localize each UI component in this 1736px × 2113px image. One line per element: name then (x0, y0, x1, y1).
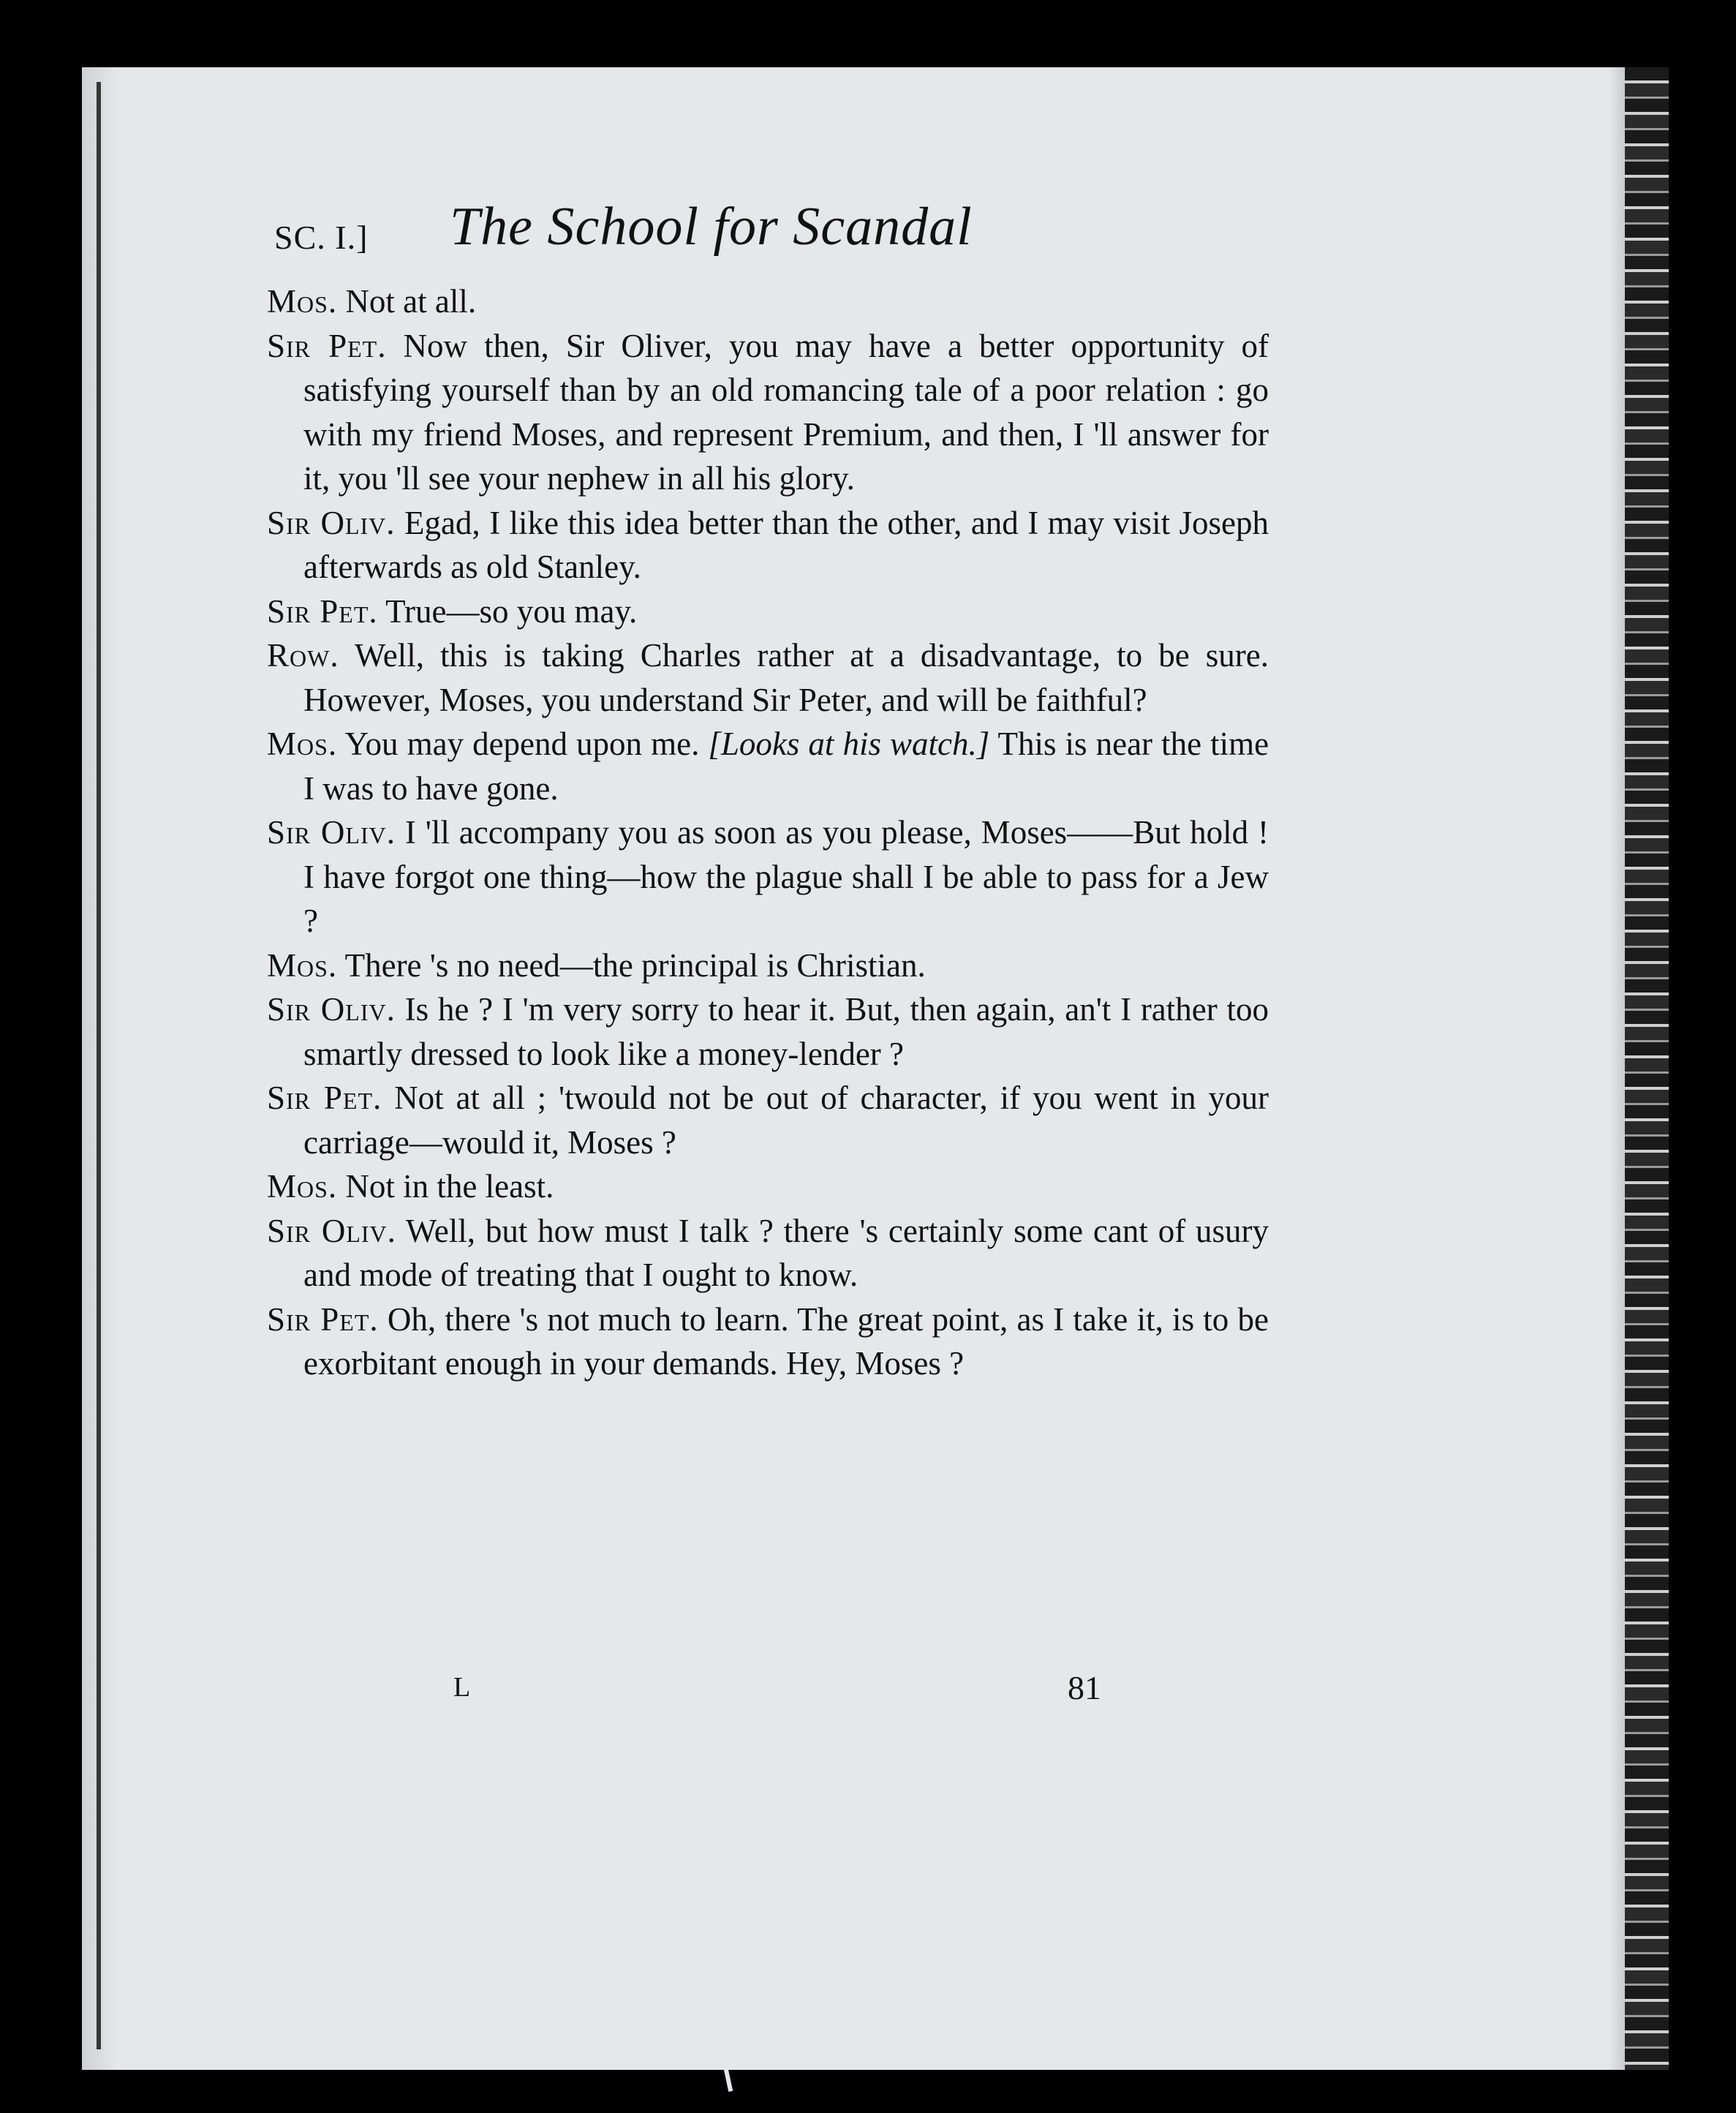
speech (267, 722, 1269, 810)
speech (267, 1297, 1269, 1386)
speech-text: There 's no need—the principal is Christian. (344, 946, 926, 984)
speaker-name: Sir Pet. (267, 327, 387, 364)
speech-text: Not in the least. (345, 1168, 554, 1205)
speaker-name: Sir Oliv. (267, 504, 396, 541)
speech-text: Egad, I like this idea better than the other, and I may visit Joseph afterwards as old Stanley. (303, 504, 1269, 585)
page-footer (373, 1671, 1177, 1715)
page-fore-edge (1625, 67, 1669, 2070)
speech (267, 590, 1269, 634)
speaker-name: Sir Oliv. (267, 1212, 396, 1249)
speech-text: Is he ? I 'm very sorry to hear it. But, then again, an't I rather too smartly dressed to look like a money-lender ? (303, 991, 1269, 1072)
speech (267, 987, 1269, 1076)
speech (267, 1076, 1269, 1164)
scene-reference: SC. I.] (274, 219, 369, 256)
signature-mark: L (453, 1672, 472, 1703)
speech-text: I 'll accompany you as soon as you please, Moses——But hold ! I have forgot one thing—how the plague shall I be able to pass for a Jew ? (303, 814, 1269, 939)
dialogue-text (267, 279, 1269, 1386)
speaker-name: Row. (267, 637, 339, 674)
speech-text: You may depend upon me. (344, 726, 700, 762)
speaker-name: Mos. (267, 1168, 338, 1205)
speech (267, 1164, 1269, 1209)
page-number: 81 (1068, 1669, 1101, 1706)
running-header (274, 196, 1269, 269)
speaker-name: Sir Pet. (267, 592, 378, 630)
speaker-name: Mos. (267, 946, 338, 984)
speech-text: Now then, Sir Oliver, you may have a better opportunity of satisfying yourself than by an old romancing tale of a poor relation : go with my friend Moses, and represent Premium, and then, I 'll answer for it, you 'll see your nephew in all his glory. (303, 327, 1269, 497)
speech (267, 810, 1269, 943)
speech-text: Not at all. (345, 283, 477, 320)
speech (267, 1209, 1269, 1297)
speech-text: Well, but how must I talk ? there 's certainly some cant of usury and mode of treating that I ought to know. (303, 1212, 1269, 1293)
speech (267, 633, 1269, 722)
speech-text: Well, this is taking Charles rather at a disadvantage, to be sure. However, Moses, you understand Sir Peter, and will be faithful? (303, 637, 1269, 718)
speech-text: Oh, there 's not much to learn. The great point, as I take it, is to be exorbitant enough in your demands. Hey, Moses ? (303, 1300, 1269, 1382)
speech-text: This is near the time I was to have gone. (303, 726, 1269, 807)
speech (267, 943, 1269, 988)
gutter-edge (97, 82, 101, 2049)
running-title: The School for Scandal (450, 197, 973, 257)
speaker-name: Sir Pet. (267, 1300, 379, 1338)
speech-text: True—so you may. (385, 592, 638, 630)
speaker-name: Mos. (267, 283, 338, 320)
speaker-name: Sir Oliv. (267, 991, 396, 1028)
speech (267, 279, 1269, 324)
speech (267, 501, 1269, 590)
stage-direction: [Looks at his watch.] (708, 726, 990, 762)
speech-text: Not at all ; 'twould not be out of character, if you went in your carriage—would it, Moses ? (303, 1080, 1269, 1161)
speaker-name: Sir Pet. (267, 1080, 382, 1116)
speaker-name: Sir Oliv. (267, 814, 396, 851)
speech (267, 324, 1269, 501)
fore-edge-shadow (1609, 67, 1625, 2070)
speaker-name: Mos. (267, 726, 338, 762)
